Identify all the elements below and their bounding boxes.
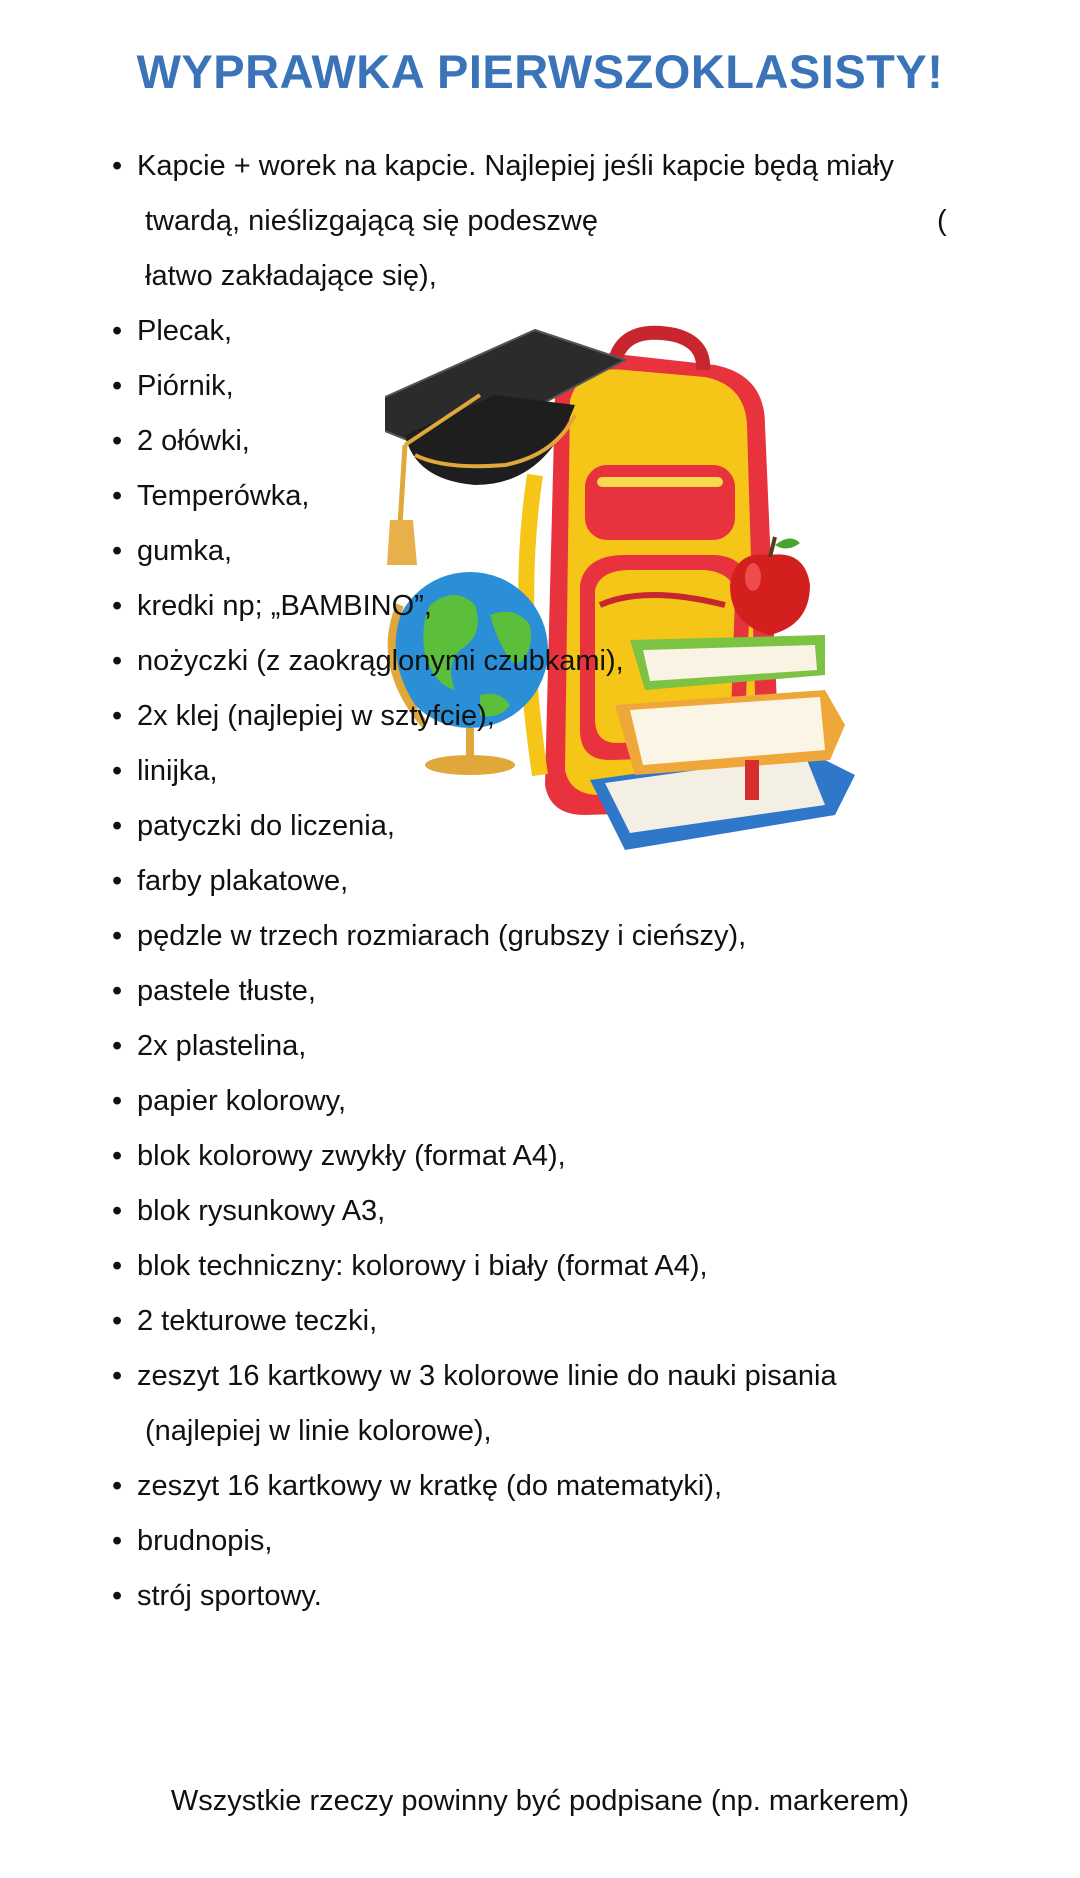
- list-item: • blok techniczny: kolorowy i biały (format A4),: [112, 1250, 708, 1282]
- list-item: • gumka,: [112, 535, 233, 567]
- list-item: • blok rysunkowy A3,: [112, 1195, 386, 1227]
- list-item: • 2x klej (najlepiej w sztyfcie),: [112, 700, 495, 732]
- bullet: •: [112, 150, 123, 182]
- list-item: • Temperówka,: [112, 480, 310, 512]
- list-item: • pędzle w trzech rozmiarach (grubszy i cieńszy),: [112, 920, 747, 952]
- footer-note: Wszystkie rzeczy powinny być podpisane (np. markerem): [170, 1785, 910, 1817]
- page-title: WYPRAWKA PIERWSZOKLASISTY!: [136, 45, 944, 98]
- list-item: • 2x plastelina,: [112, 1030, 307, 1062]
- supply-list: [112, 139, 972, 1624]
- list-item-text: Kapcie + worek na kapcie. Najlepiej jeśli kapcie będą miały twardą, nieślizgającą się podeszwę ( łatwo zakładające się),: [137, 150, 947, 292]
- list-item: • 2 ołówki,: [112, 425, 250, 457]
- list-item: • farby plakatowe,: [112, 865, 349, 897]
- list-item: • papier kolorowy,: [112, 1085, 347, 1117]
- list-item: • strój sportowy.: [112, 1580, 322, 1612]
- list-item: [112, 139, 972, 304]
- list-item: • patyczki do liczenia,: [112, 810, 395, 842]
- list-item: • 2 tekturowe teczki,: [112, 1305, 378, 1337]
- list-item: • kredki np; „BAMBINO”,: [112, 590, 432, 622]
- list-item: • zeszyt 16 kartkowy w 3 kolorowe linie do nauki pisania (najlepiej w linie kolorowe),: [112, 1360, 837, 1447]
- list-item: • brudnopis,: [112, 1525, 273, 1557]
- list-item: • linijka,: [112, 755, 218, 787]
- list-item: • nożyczki (z zaokrąglonymi czubkami),: [112, 645, 624, 677]
- list-item: • blok kolorowy zwykły (format A4),: [112, 1140, 566, 1172]
- list-item: • zeszyt 16 kartkowy w kratkę (do matematyki),: [112, 1470, 722, 1502]
- list-item: • Plecak,: [112, 315, 233, 347]
- list-item: • Piórnik,: [112, 370, 234, 402]
- list-item: • pastele tłuste,: [112, 975, 316, 1007]
